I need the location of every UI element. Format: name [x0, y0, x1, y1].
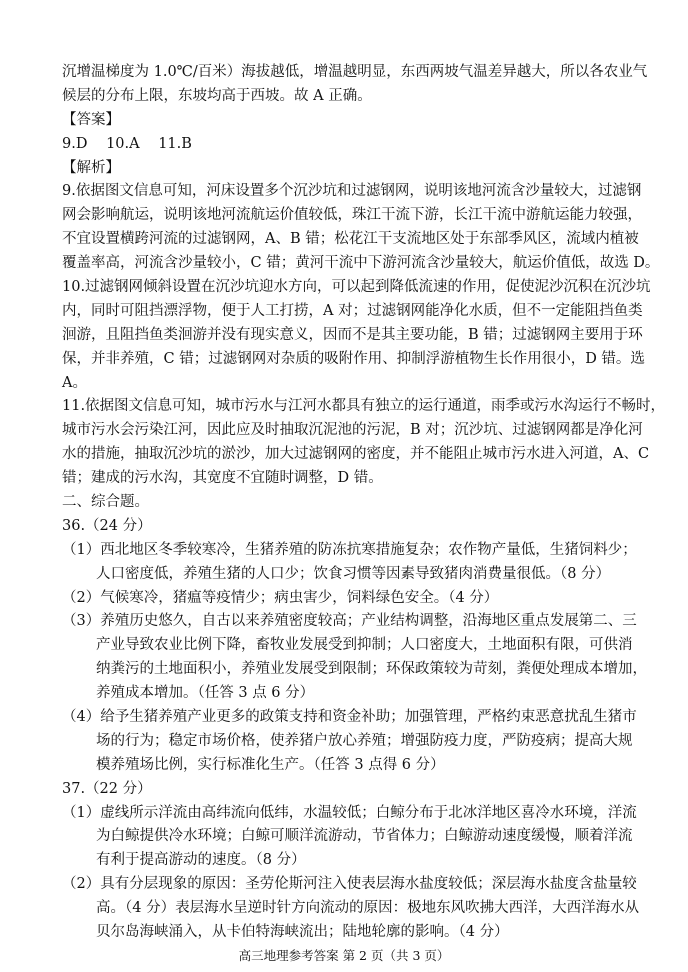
answer-line: 9.D 10.A 11.B [62, 136, 192, 152]
text-line: 水的措施，抽取沉沙坑的淤沙，加大过滤钢网的密度，并不能阻止城市污水进入河道，A、C [62, 446, 650, 462]
text-line: （2）气候寒冷，猪瘟等疫情少；病虫害少，饲料绿色安全。（4 分） [62, 590, 499, 606]
text-line: 纳粪污的土地面积小，养殖业发展受到限制；环保政策较为苛刻，粪便处理成本增加， [96, 661, 647, 677]
text-line: 内，同时可阻挡漂浮物，便于人工打捞，A 对；过滤钢网能净化水质，但不一定能阻挡鱼类 [62, 303, 643, 319]
text-line: 人口密度低，养殖生猪的人口少；饮食习惯等因素导致猪肉消费量很低。（8 分） [96, 566, 611, 582]
text-line: 洄游，且阻挡鱼类洄游并没有现实意义，因而不是其主要功能，B 错；过滤钢网主要用于环 [62, 327, 643, 343]
section-heading-analysis: 【解析】 [62, 160, 120, 176]
text-line: 贝尔岛海峡涌入，从卡伯特海峡流出；陆地轮廓的影响。（4 分） [96, 924, 509, 940]
text-line: 保，并非养殖，C 错；过滤钢网对杂质的吸附作用、抑制浮游植物生长作用很小，D 错。选 [62, 351, 645, 367]
page-footer: 高三地理参考答案 第 2 页（共 3 页） [238, 948, 450, 963]
text-line: （2）具有分层现象的原因：圣劳伦斯河注入使表层海水盐度较低；深层海水盐度含盐量较 [62, 876, 637, 892]
text-line: （1）西北地区冬季较寒冷，生猪养殖的防冻抗寒措施复杂；农作物产量低，生猪饲料少； [62, 542, 637, 558]
question-number: 36.（24 分） [62, 518, 152, 534]
text-line: 不宜设置横跨河流的过滤钢网，A、B 错；松花江干支流地区处于东部季风区，流域内植被 [62, 231, 639, 247]
text-line: 有利于提高游动的速度。（8 分） [96, 852, 306, 868]
text-line: 产业导致农业比例下降，畜牧业发展受到抑制；人口密度大，土地面积有限，可供消 [96, 637, 633, 653]
text-line: 模养殖场比例，实行标准化生产。（任答 3 点得 6 分） [96, 757, 445, 773]
section-heading-comprehensive: 二、综合题。 [62, 494, 149, 510]
section-heading-answer: 【答案】 [62, 112, 120, 128]
text-line: 网会影响航运，说明该地河流航运价值较低，珠江干流下游，长江干流中游航运能力较强， [62, 207, 642, 223]
text-line: A。 [62, 375, 87, 391]
text-line: 场的行为；稳定市场价格，使养猪户放心养殖；增强防疫力度，严防疫病；提高大规 [96, 733, 633, 749]
question-number: 37.（22 分） [62, 781, 152, 797]
text-line: （1）虚线所示洋流由高纬流向低纬，水温较低；白鲸分布于北冰洋地区喜冷水环境，洋流 [62, 805, 637, 821]
text-line: 错；建成的污水沟，其宽度不宜随时调整，D 错。 [62, 470, 383, 486]
text-line: 城市污水会污染江河，因此应及时抽取沉泥池的污泥，B 对；沉沙坑、过滤钢网都是净化河 [62, 422, 643, 438]
text-line: 高。（4 分）表层海水呈逆时针方向流动的原因：极地东风吹拂大西洋，大西洋海水从 [96, 900, 640, 916]
text-line: 覆盖率高，河流含沙量较小，C 错；黄河干流中下游河流含沙量较大，航运价值低，故选 D。 [62, 255, 660, 271]
text-line: 9.依据图文信息可知，河床设置多个沉沙坑和过滤钢网，说明该地河流含沙量较大，过滤钢 [62, 183, 642, 199]
text-line: 11.依据图文信息可知，城市污水与江河水都具有独立的运行通道，雨季或污水沟运行不畅时， [62, 398, 666, 414]
text-line: 候层的分布上限，东坡均高于西坡。故 A 正确。 [62, 88, 372, 104]
text-line: 沉增温梯度为 1.0℃/百米）海拔越低，增温越明显，东西两坡气温差异越大，所以各农业气 [62, 64, 648, 80]
text-line: 10.过滤钢网倾斜设置在沉沙坑迎水方向，可以起到降低流速的作用，促使泥沙沉积在沉沙坑 [62, 279, 651, 295]
text-line: （3）养殖历史悠久，自古以来养殖密度较高；产业结构调整，沿海地区重点发展第二、三 [62, 613, 637, 629]
text-line: （4）给予生猪养殖产业更多的政策支持和资金补助；加强管理，严格约束恶意扰乱生猪市 [62, 709, 637, 725]
text-line: 为白鲸提供冷水环境；白鲸可顺洋流游动，节省体力；白鲸游动速度缓慢，顺着洋流 [96, 828, 633, 844]
text-line: 养殖成本增加。（任答 3 点 6 分） [96, 685, 315, 701]
